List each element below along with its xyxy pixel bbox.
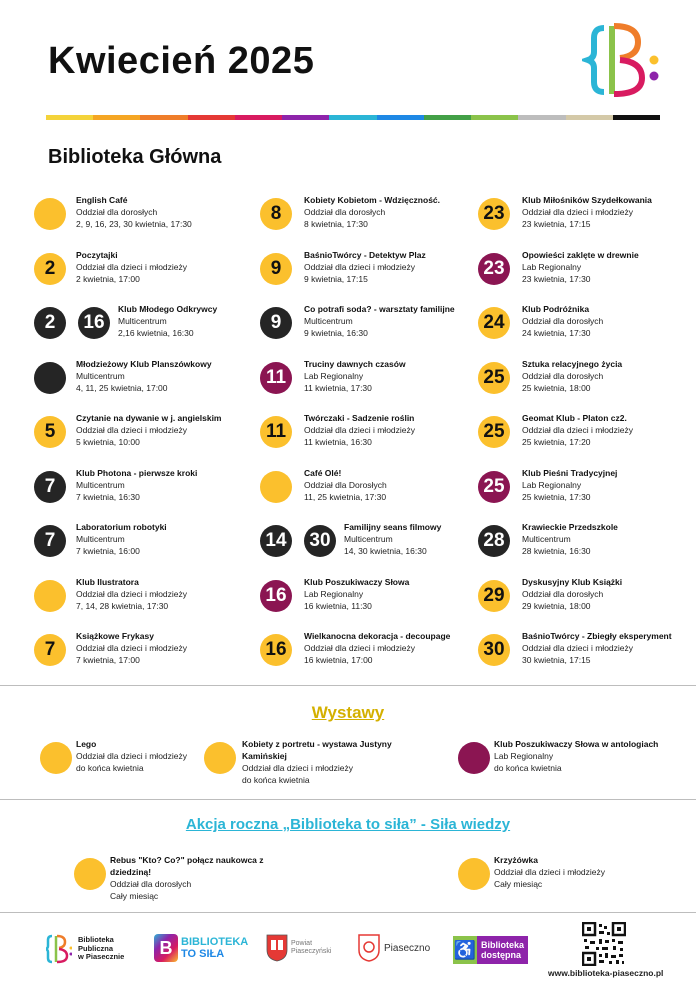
event-date: 25 kwietnia, 18:00 [522,383,591,393]
event-item [260,358,490,398]
event-date: 7, 14, 28 kwietnia, 17:30 [76,601,169,611]
library-logo-icon [46,934,72,964]
date-badge: 30 [478,634,510,666]
event-name: Sztuka relacyjnego życia [522,359,623,369]
event-name: Kobiety z portretu - wystawa Justyny Kamińskiej [242,739,392,761]
event-place: Multicentrum [76,480,125,490]
event-item [34,576,264,616]
event-item [34,249,264,289]
event-name: Twórczaki - Sadzenie roślin [304,413,415,423]
event-name: Dyskusyjny Klub Książki [522,577,623,587]
event-place: Lab Regionalny [494,751,554,761]
event-name: English Café [76,195,128,205]
event-place: Oddział dla dorosłych [76,207,158,217]
event-item [478,467,696,507]
event-place: Oddział dla dzieci i młodzieży [304,262,416,272]
event-name: BaśnioTwórcy - Detektyw Plaz [304,250,426,260]
event-name: Co potrafi soda? - warsztaty familijne [304,304,455,314]
date-badge [34,580,66,612]
date-badge: 25 [478,471,510,503]
footer-powiat-line1: Powiat [291,940,313,947]
bts-b-icon: B [154,934,178,962]
event-name: Truciny dawnych czasów [304,359,406,369]
color-stripe-segment [329,115,376,120]
event-date: 28 kwietnia, 16:30 [522,546,591,556]
event-name: Opowieści zaklęte w drewnie [522,250,639,260]
event-place: Oddział dla dzieci i młodzieży [76,262,188,272]
event-item [458,738,688,778]
event-name: Młodzieżowy Klub Planszówkowy [76,359,212,369]
date-badge [458,858,490,890]
event-date: 2 kwietnia, 17:00 [76,274,140,284]
piaseczno-crest-icon [358,934,380,962]
date-badge: 14 [260,525,292,557]
event-date: 9 kwietnia, 16:30 [304,328,368,338]
date-badge: 11 [260,362,292,394]
footer-access-line2: dostępna [481,950,522,960]
wheelchair-icon: ♿ [453,936,477,964]
event-item [260,467,490,507]
date-badge: 2 [34,253,66,285]
footer-bts-logo [154,934,248,962]
library-logo [582,20,662,100]
color-stripe-segment [424,115,471,120]
event-name: Klub Miłośników Szydełkowania [522,195,652,205]
event-name: Familijny seans filmowy [344,522,442,532]
event-item [478,521,696,561]
section-title: Biblioteka Główna [48,146,222,168]
color-stripe-segment [518,115,565,120]
event-item [478,303,696,343]
event-name: Klub Ilustratora [76,577,139,587]
footer-library-logo [46,934,124,964]
event-name: Kobiety Kobietom - Wdzięczność. [304,195,441,205]
date-badge: 2 [34,307,66,339]
event-name: Wielkanocna dekoracja - decoupage [304,631,451,641]
event-place: Oddział dla dzieci i młodzieży [522,207,634,217]
date-badge [458,742,490,774]
event-name: Geomat Klub - Platon cz2. [522,413,627,423]
event-item [260,303,490,343]
event-item [478,194,696,234]
event-place: Oddział dla dzieci i młodzieży [304,643,416,653]
event-place: Oddział dla dzieci i młodzieży [522,425,634,435]
page-title: Kwiecień 2025 [48,40,315,82]
event-name: Lego [76,739,97,749]
event-place: Oddział dla dzieci i młodzieży [304,425,416,435]
date-badge [34,198,66,230]
event-place: Oddział dla dzieci i młodzieży [242,763,354,773]
date-badge [204,742,236,774]
divider [0,685,696,686]
event-date: do końca kwietnia [76,763,144,773]
color-stripe-segment [566,115,613,120]
event-name: Klub Poszukiwaczy Słowa [304,577,410,587]
footer-powiat-line2: Piaseczyński [291,948,332,955]
footer-accessible-logo [453,936,528,964]
event-place: Oddział dla Dorosłych [304,480,387,490]
color-stripe [46,115,660,120]
event-name: BaśnioTwórcy - Zbiegły eksperyment [522,631,672,641]
date-badge: 23 [478,198,510,230]
date-badge: 29 [478,580,510,612]
date-badge: 24 [478,307,510,339]
event-item [478,576,696,616]
event-item [34,303,264,343]
annual-campaign-title: Akcja roczna „Biblioteka to siła” - Siła wiedzy [185,816,511,833]
event-place: Multicentrum [304,316,353,326]
event-date: do końca kwietnia [494,763,562,773]
event-place: Lab Regionalny [304,371,364,381]
event-name: Krzyżówka [494,855,538,865]
event-date: 25 kwietnia, 17:30 [522,492,591,502]
footer-piaseczno-logo [358,934,430,962]
event-date: 16 kwietnia, 11:30 [304,601,372,611]
event-item [260,249,490,289]
date-badge: 11 [260,416,292,448]
event-name: Klub Podróżnika [522,304,590,314]
event-item [204,738,434,785]
event-place: Oddział dla dzieci i młodzieży [76,751,188,761]
event-date: 30 kwietnia, 17:15 [522,655,591,665]
color-stripe-segment [93,115,140,120]
event-date: 16 kwietnia, 17:00 [304,655,373,665]
event-place: Lab Regionalny [522,480,582,490]
event-item [34,194,264,234]
date-badge [74,858,106,890]
date-badge: 9 [260,253,292,285]
event-item [34,521,264,561]
date-badge: 9 [260,307,292,339]
date-badge: 7 [34,471,66,503]
footer-piaseczno-text: Piaseczno [384,942,431,954]
powiat-crest-icon [266,934,288,962]
event-place: Oddział dla dorosłych [522,316,604,326]
color-stripe-segment [188,115,235,120]
date-badge: 23 [478,253,510,285]
event-date: 7 kwietnia, 17:00 [76,655,140,665]
event-date: 23 kwietnia, 17:30 [522,274,591,284]
event-date: Cały miesiąc [494,879,543,889]
event-date: 23 kwietnia, 17:15 [522,219,591,229]
divider [0,912,696,913]
event-item [478,630,696,670]
event-place: Oddział dla dorosłych [304,207,386,217]
event-date: 7 kwietnia, 16:30 [76,492,140,502]
event-date: 25 kwietnia, 17:20 [522,437,591,447]
date-badge: 5 [34,416,66,448]
event-date: 11 kwietnia, 16:30 [304,437,372,447]
color-stripe-segment [471,115,518,120]
event-date: Cały miesiąc [110,891,159,901]
footer-bts-line2: TO SIŁA [181,948,225,960]
event-item [260,412,490,452]
date-badge: 16 [260,580,292,612]
date-badge: 30 [304,525,336,557]
event-item [34,358,264,398]
date-badge: 25 [478,416,510,448]
event-date: 24 kwietnia, 17:30 [522,328,591,338]
color-stripe-segment [46,115,93,120]
event-name: Poczytajki [76,250,118,260]
event-date: 11, 25 kwietnia, 17:30 [304,492,387,502]
event-place: Oddział dla dorosłych [522,589,604,599]
date-badge: 16 [260,634,292,666]
event-place: Oddział dla dzieci i młodzieży [522,643,634,653]
event-date: 2, 9, 16, 23, 30 kwietnia, 17:30 [76,219,192,229]
event-date: 7 kwietnia, 16:00 [76,546,140,556]
event-date: 9 kwietnia, 17:15 [304,274,368,284]
footer-lib-line1: Biblioteka [78,935,114,945]
event-name: Laboratorium robotyki [76,522,167,532]
date-badge: 8 [260,198,292,230]
color-stripe-segment [377,115,424,120]
event-item [458,854,688,894]
event-name: Krawieckie Przedszkole [522,522,618,532]
footer-bts-line1: BIBLIOTEKA [181,936,249,948]
event-name: Książkowe Frykasy [76,631,154,641]
event-place: Oddział dla dorosłych [522,371,604,381]
event-place: Multicentrum [76,371,125,381]
website-url[interactable]: www.biblioteka-piaseczno.pl [548,968,664,978]
color-stripe-segment [140,115,187,120]
event-name: Klub Młodego Odkrywcy [118,304,218,314]
footer-lib-line2: Publiczna [78,943,114,953]
event-date: 14, 30 kwietnia, 16:30 [344,546,427,556]
exhibitions-title: Wystawy [311,703,385,722]
event-name: Klub Photona - pierwsze kroki [76,468,198,478]
event-place: Lab Regionalny [522,262,582,272]
date-badge [40,742,72,774]
event-item [260,521,490,561]
footer-access-line1: Biblioteka [481,940,525,950]
event-item [478,412,696,452]
event-name: Czytanie na dywanie w j. angielskim [76,413,222,423]
color-stripe-segment [613,115,660,120]
footer-powiat-logo [266,934,331,962]
event-item [478,249,696,289]
event-place: Oddział dla dzieci i młodzieży [76,425,188,435]
event-name: Café Olé! [304,468,342,478]
date-badge: 16 [78,307,110,339]
color-stripe-segment [282,115,329,120]
date-badge: 7 [34,525,66,557]
event-item [34,467,264,507]
divider [0,799,696,800]
event-place: Oddział dla dorosłych [110,879,192,889]
event-name: Klub Pieśni Tradycyjnej [522,468,618,478]
event-item [260,194,490,234]
event-date: 2,16 kwietnia, 16:30 [118,328,194,338]
date-badge: 7 [34,634,66,666]
event-item [34,412,264,452]
event-place: Multicentrum [76,534,125,544]
event-name: Rebus "Kto? Co?" połącz naukowca z dziedziną! [110,855,264,877]
event-item [260,576,490,616]
event-date: do końca kwietnia [242,775,310,785]
event-date: 8 kwietnia, 17:30 [304,219,368,229]
event-place: Multicentrum [118,316,167,326]
event-item [34,630,264,670]
qr-code-icon [582,922,626,966]
color-stripe-segment [235,115,282,120]
event-item [260,630,490,670]
event-date: 5 kwietnia, 10:00 [76,437,140,447]
event-name: Klub Poszukiwaczy Słowa w antologiach [494,739,659,749]
event-date: 11 kwietnia, 17:30 [304,383,372,393]
event-date: 4, 11, 25 kwietnia, 17:00 [76,383,168,393]
event-place: Oddział dla dzieci i młodzieży [76,643,188,653]
date-badge: 28 [478,525,510,557]
footer-lib-line3: w Piasecznie [78,952,125,962]
event-place: Multicentrum [344,534,393,544]
event-item [74,854,304,901]
date-badge: 25 [478,362,510,394]
event-place: Lab Regionalny [304,589,364,599]
event-place: Multicentrum [522,534,571,544]
event-place: Oddział dla dzieci i młodzieży [494,867,606,877]
event-item [478,358,696,398]
event-date: 29 kwietnia, 18:00 [522,601,591,611]
date-badge [34,362,66,394]
date-badge [260,471,292,503]
event-place: Oddział dla dzieci i młodzieży [76,589,188,599]
